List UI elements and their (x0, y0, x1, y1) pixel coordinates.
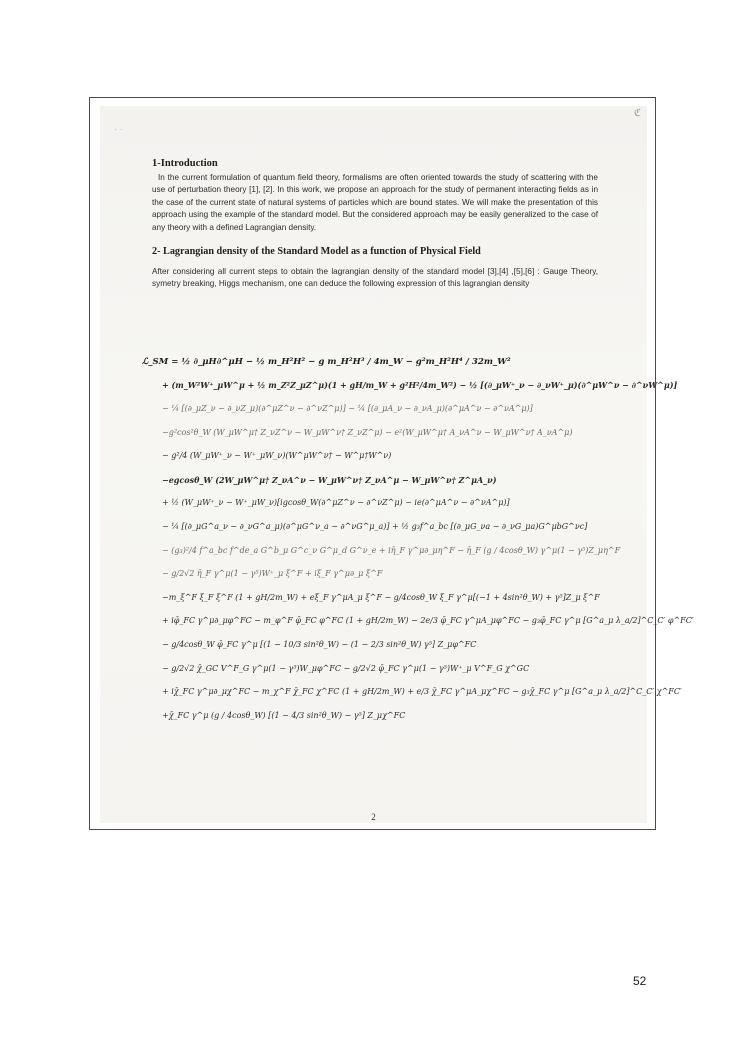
equation-text: + iφ̄_FC γ^μ∂_μφ^FC − m_φ^F φ̄_FC φ^FC (1 + gH/2m_W) − 2e/3 φ̄_FC γ^μA_μφ^FC − g₃φ̄_FC γ^μ [G^a_μ λ_a/2]^C_C′ φ^FC′ (162, 616, 694, 626)
text-block (152, 158, 598, 291)
equation-text: − g²/4 (W_μW⁺_ν − W⁺_μW_ν)(W^μW^ν† − W^μ†W^ν) (162, 451, 392, 461)
equation-text: − g/2√2 η̄_F γ^μ(1 − γ⁵)W⁺_μ ξ^F + iξ̄_F γ^μ∂_μ ξ^F (162, 569, 383, 579)
section-1-paragraph: In the current formulation of quantum field theory, formalisms are often oriented towards the study of scattering with the use of perturbation theory [1], [2]. In this work, we propose an approach for the study of permanent interacting fields as in the case of the current state of natural systems of particles which are bound states. We will make the presentation of this approach using the example of the standard model. But the considered approach may be easily generalized to the case of any theory with a defined Lagrangian density. (152, 173, 598, 232)
equation-line (142, 515, 602, 539)
equation-line (142, 586, 602, 610)
page-number: 52 (633, 974, 647, 988)
equation-line (142, 468, 602, 492)
equation-text: + (m_W²W⁺_μW^μ + ½ m_Z²Z_μZ^μ)(1 + gH/m_W + g²H²/4m_W²) − ½ [(∂_μW⁺_ν − ∂_νW⁺_μ)(∂^μW^ν − ∂^νW^μ)] (162, 380, 678, 391)
equation-line (142, 610, 694, 634)
section-1-title: 1-Introduction (152, 158, 218, 169)
equation-text: − g/2√2 χ̄_GC V^F_G γ^μ(1 − γ⁵)W_μφ^FC − g/2√2 φ̄_FC γ^μ(1 − γ⁵)W⁺_μ V^F_G χ^GC (162, 663, 530, 673)
equation-line (142, 421, 602, 445)
equation-text: − ¼ [(∂_μZ_ν − ∂_νZ_μ)(∂^μZ^ν − ∂^νZ^μ)] − ¼ [(∂_μA_ν − ∂_νA_μ)(∂^μA^ν − ∂^νA^μ)] (162, 403, 533, 413)
equation-line (142, 657, 602, 681)
equation-line (142, 680, 682, 704)
equation-text: −g²cos²θ_W (W_μW^μ† Z_νZ^ν − W_μW^ν† Z_νZ^μ) − e²(W_μW^μ† A_νA^ν − W_μW^ν† A_νA^μ) (162, 427, 573, 437)
equation-line (142, 397, 602, 421)
scan-corner-mark: ℭ (633, 108, 641, 119)
equation-line (142, 633, 602, 657)
equation-text: − (g₃)²/4 f^a_bc f^de_a G^b_μ G^c_ν G^μ_d G^ν_e + iη̄_F γ^μ∂_μη^F − η̄_F (g / 4cosθ_W) γ^μ(1 − γ⁵)Z_μη^F (162, 545, 621, 555)
equation-line (142, 539, 621, 563)
lagrangian-equation (142, 350, 694, 728)
section-2-paragraph: After considering all current steps to obtain the lagrangian density of the standard model [3],[4] ,[5],[6] : Gauge Theory, symetry breaking, Higgs mechanism, one can deduce the following expression of this lagrangian density (152, 267, 598, 289)
equation-line (142, 444, 602, 468)
equation-text: + ½ (W_μW⁺_ν − W⁺_μW_ν)[igcosθ_W(∂^μZ^ν − ∂^νZ^μ) − ie(∂^μA^ν − ∂^νA^μ)] (162, 498, 510, 508)
equation-line (142, 562, 602, 586)
equation-line (142, 374, 678, 398)
equation-line (142, 704, 602, 728)
section-2-title: 2- Lagrangian density of the Standard Model as a function of Physical Field (152, 246, 481, 258)
equation-text: −egcosθ_W (2W_μW^μ† Z_νA^ν − W_μW^ν† Z_νA^μ − W_μW^ν† Z^μA_ν) (162, 474, 497, 485)
equation-text: −m_ξ^F ξ̄_F ξ^F (1 + gH/2m_W) + eξ̄_F γ^μA_μ ξ^F − g/4cosθ_W ξ̄_F γ^μ[(−1 + 4sin²θ_W) + γ⁵]Z_μ ξ^F (162, 592, 600, 602)
equation-text: + iχ̄_FC γ^μ∂_μχ^FC − m_χ^F χ̄_FC χ^FC (1 + gH/2m_W) + e/3 χ̄_FC γ^μA_μχ^FC − g₃χ̄_FC γ^μ [G^a_μ λ_a/2]^C_C′ χ^FC′ (162, 687, 682, 697)
scanned-page (100, 106, 694, 823)
scanned-page-frame (89, 97, 694, 830)
equation-line: ℒ_SM = ½ ∂_μH∂^μH − ½ m_H²H² − g m_H²H³ / 4m_W − g²m_H²H⁴ / 32m_W² (142, 356, 511, 367)
equation-line (142, 492, 602, 516)
equation-text: − g/4cosθ_W φ̄_FC γ^μ [(1 − 10/3 sin²θ_W) − (1 − 2/3 sin²θ_W) γ⁵] Z_μφ^FC (162, 639, 477, 649)
scanned-page-number: 2 (371, 812, 376, 822)
scan-artifact: · · (114, 124, 123, 134)
equation-text: − ¼ [(∂_μG^a_ν − ∂_νG^a_μ)(∂^μG^ν_a − ∂^νG^μ_a)] + ½ g₃f^a_bc [(∂_μG_νa − ∂_νG_μa)G^μbG^νc] (162, 521, 588, 531)
equation-text: +χ̄_FC γ^μ (g / 4cosθ_W) [(1 − 4/3 sin²θ_W) − γ⁵] Z_μχ^FC (162, 710, 406, 720)
